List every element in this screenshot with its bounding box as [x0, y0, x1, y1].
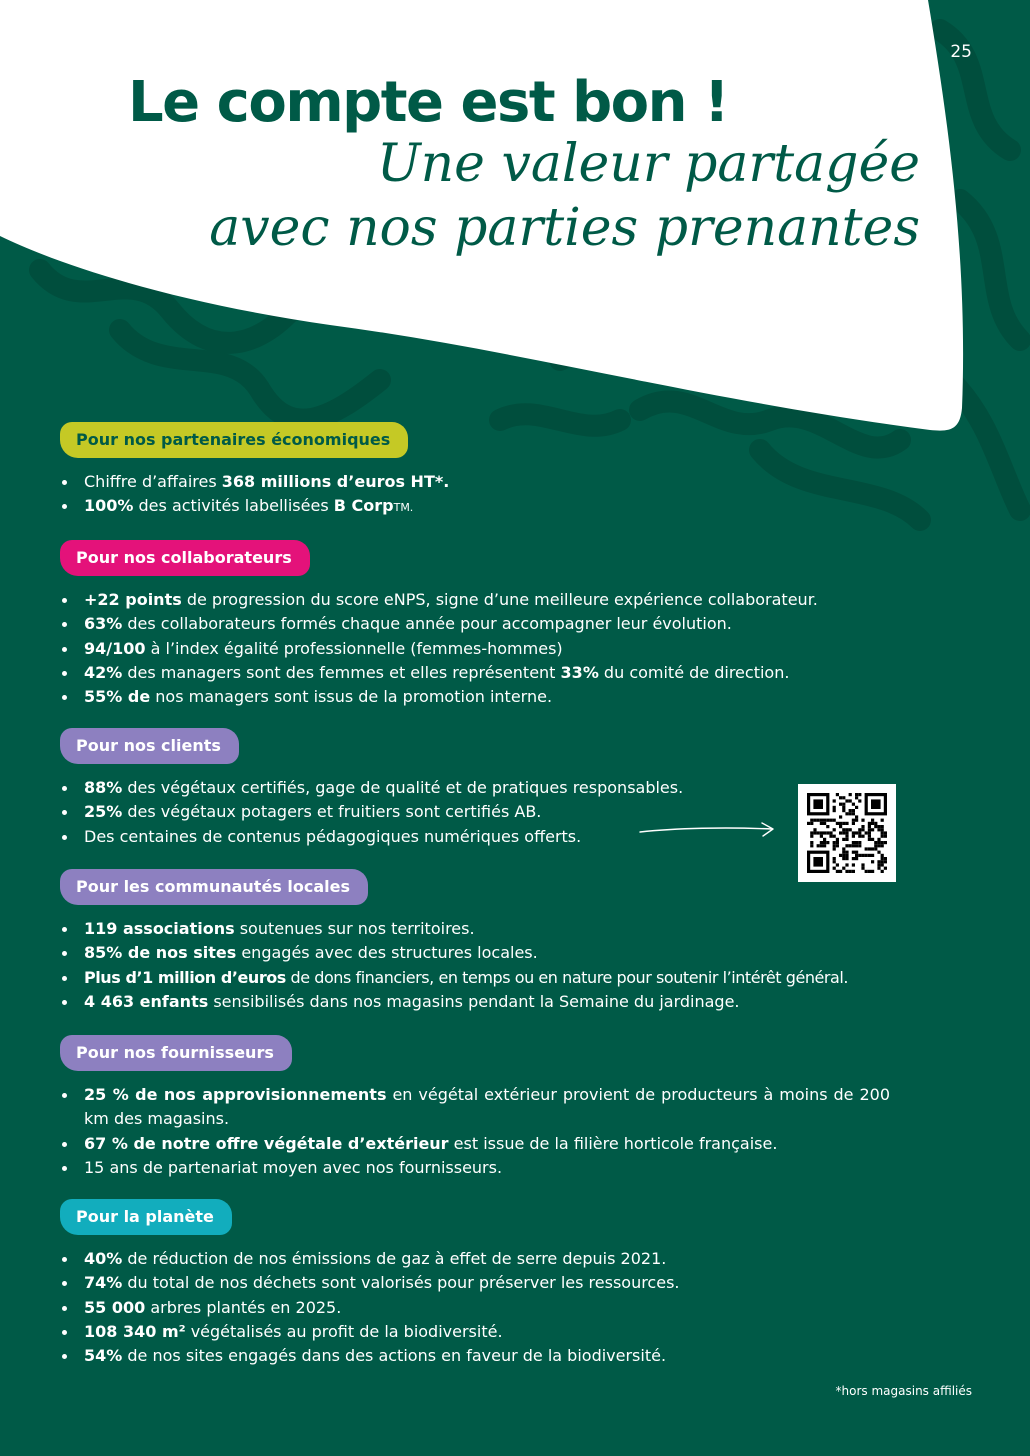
section-tag-employees: Pour nos collaborateurs — [60, 540, 310, 576]
list-item: 108 340 m² végétalisés au profit de la biodiversité. — [60, 1320, 890, 1344]
section-partners — [60, 422, 890, 521]
list-item: 40% de réduction de nos émissions de gaz à effet de serre depuis 2021. — [60, 1247, 890, 1271]
employees-list — [60, 588, 890, 709]
list-item: 100% des activités labellisées B CorpTM. — [60, 494, 890, 520]
list-item: 42% des managers sont des femmes et elles représentent 33% du comité de direction. — [60, 661, 890, 685]
list-item: 119 associations soutenues sur nos territoires. — [60, 917, 890, 941]
list-item: 94/100 à l’index égalité professionnelle (femmes-hommes) — [60, 637, 890, 661]
footnote: *hors magasins affiliés — [835, 1384, 972, 1398]
subtitle-line-1: Une valeur partagée — [376, 134, 920, 194]
list-item: 55 000 arbres plantés en 2025. — [60, 1296, 890, 1320]
partners-list — [60, 470, 890, 521]
section-tag-suppliers: Pour nos fournisseurs — [60, 1035, 292, 1071]
list-item: Chiffre d’affaires 368 millions d’euros HT*. — [60, 470, 890, 494]
page-subtitle — [180, 132, 920, 260]
list-item: 4 463 enfants sensibilisés dans nos magasins pendant la Semaine du jardinage. — [60, 990, 890, 1014]
qr-code[interactable] — [798, 784, 896, 882]
list-item: 85% de nos sites engagés avec des structures locales. — [60, 941, 890, 965]
planet-list — [60, 1247, 890, 1368]
section-employees — [60, 540, 890, 709]
page-number: 25 — [950, 42, 972, 62]
subtitle-line-2: avec nos parties prenantes — [209, 198, 920, 258]
list-item: 25% des végétaux potagers et fruitiers sont certifiés AB. — [60, 800, 780, 824]
section-suppliers — [60, 1035, 890, 1180]
page-title: Le compte est bon ! — [128, 70, 729, 135]
section-communities — [60, 869, 890, 1014]
section-tag-clients: Pour nos clients — [60, 728, 239, 764]
arrow-right-icon — [636, 818, 778, 842]
list-item: +22 points de progression du score eNPS, signe d’une meilleure expérience collaborateur. — [60, 588, 890, 612]
list-item: 88% des végétaux certifiés, gage de qualité et de pratiques responsables. — [60, 776, 780, 800]
list-item: 54% de nos sites engagés dans des actions en faveur de la biodiversité. — [60, 1344, 890, 1368]
list-item: 74% du total de nos déchets sont valorisés pour préserver les ressources. — [60, 1271, 890, 1295]
list-item: 67 % de notre offre végétale d’extérieur est issue de la filière horticole française. — [60, 1132, 890, 1156]
list-item: 25 % de nos approvisionnements en végétal extérieur provient de producteurs à moins de 200 km des magasins. — [60, 1083, 890, 1132]
section-tag-planet: Pour la planète — [60, 1199, 232, 1235]
section-tag-communities: Pour les communautés locales — [60, 869, 368, 905]
list-item: Des centaines de contenus pédagogiques numériques offerts. — [60, 825, 780, 849]
list-item: 55% de nos managers sont issus de la promotion interne. — [60, 685, 890, 709]
list-item: Plus d’1 million d’euros de dons financiers, en temps ou en nature pour soutenir l’intérêt général. — [60, 966, 890, 990]
suppliers-list — [60, 1083, 890, 1180]
section-planet — [60, 1199, 890, 1368]
list-item: 63% des collaborateurs formés chaque année pour accompagner leur évolution. — [60, 612, 890, 636]
list-item: 15 ans de partenariat moyen avec nos fournisseurs. — [60, 1156, 890, 1180]
qr-code-icon — [798, 784, 896, 882]
communities-list — [60, 917, 890, 1014]
section-tag-partners: Pour nos partenaires économiques — [60, 422, 408, 458]
